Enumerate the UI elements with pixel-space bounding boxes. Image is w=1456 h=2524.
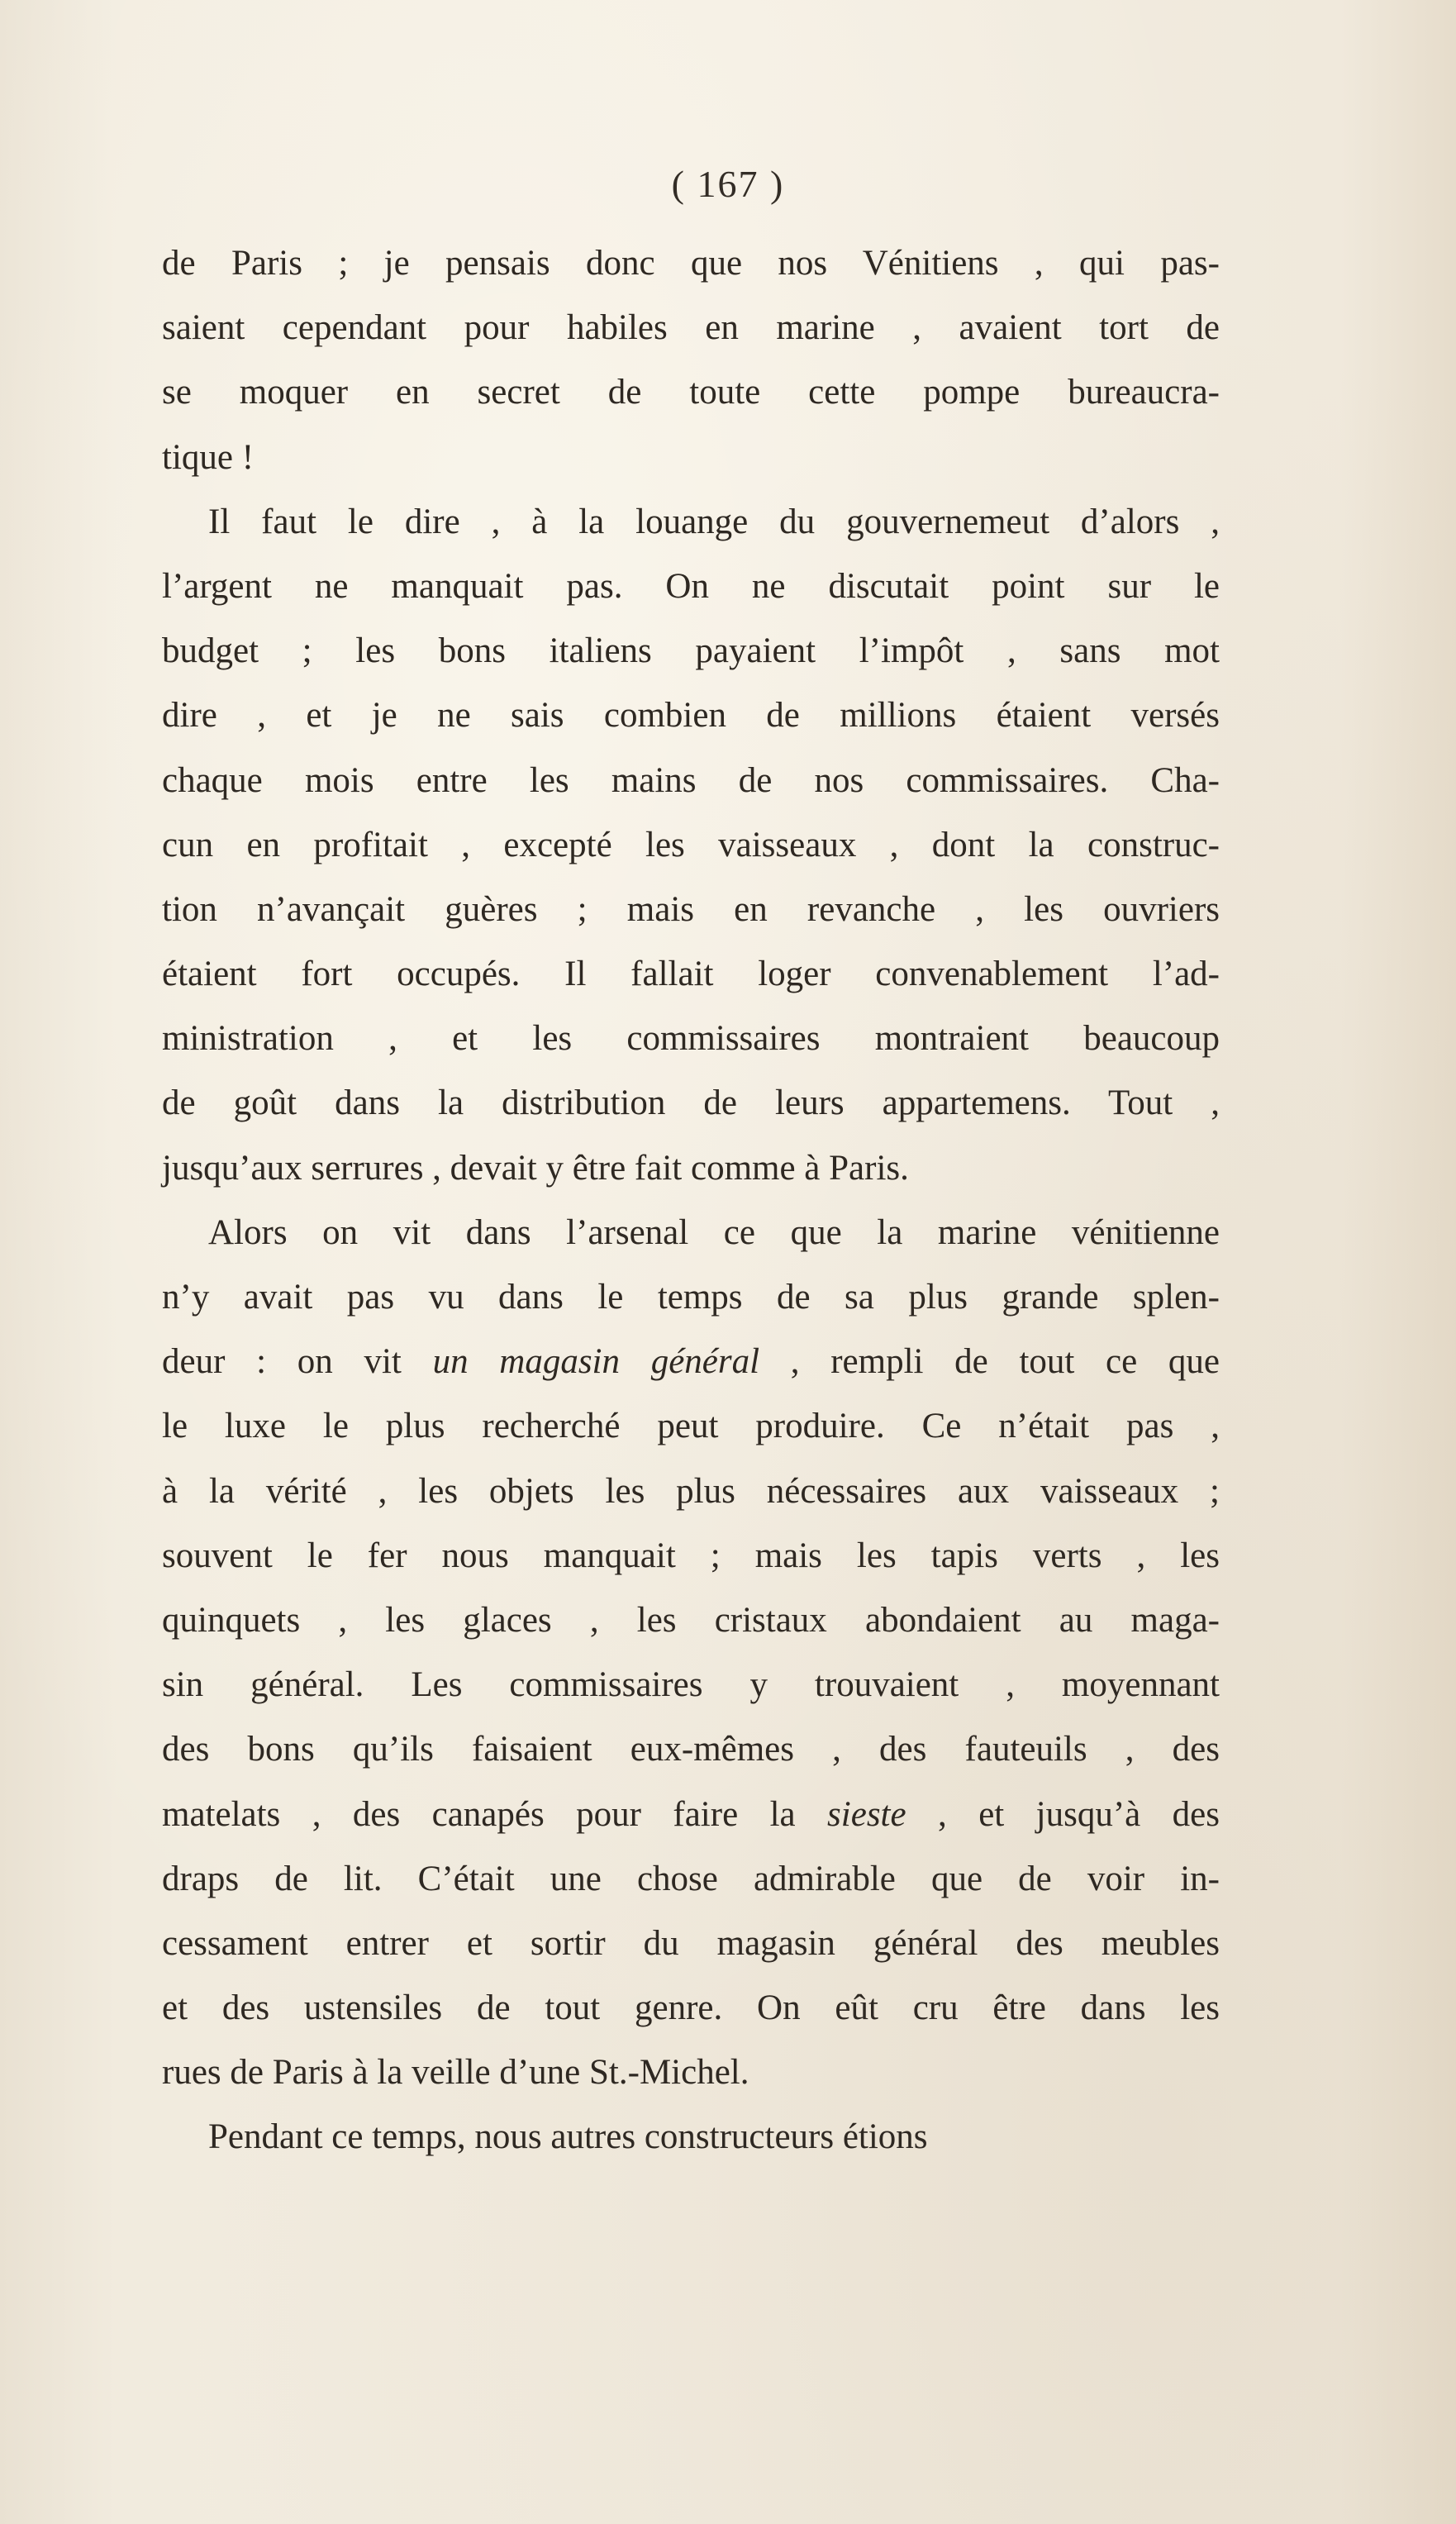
text-line xyxy=(162,1847,1220,1912)
text-segment: le luxe le plus recherché peut produire. Ce n’était pas , xyxy=(162,1407,1220,1446)
text-line xyxy=(162,1588,1220,1653)
text-line xyxy=(162,1265,1220,1330)
text-line xyxy=(162,1071,1220,1136)
text-line xyxy=(162,1007,1220,1071)
text-line xyxy=(162,813,1220,878)
text-segment: et des ustensiles de tout genre. On eût cru être dans les xyxy=(162,1988,1220,2028)
text-segment: se moquer en secret de toute cette pompe bureaucra- xyxy=(162,373,1220,412)
text-line xyxy=(162,878,1220,942)
text-line xyxy=(162,1201,1220,1265)
text-line xyxy=(162,1136,1220,1201)
text-line xyxy=(162,619,1220,683)
text-segment: tion n’avançait guères ; mais en revanche , les ouvriers xyxy=(162,889,1220,929)
text-line xyxy=(162,1394,1220,1459)
text-segment: cessament entrer et sortir du magasin général des meubles xyxy=(162,1923,1220,1963)
text-line xyxy=(162,555,1220,619)
text-line xyxy=(162,1717,1220,1782)
text-line xyxy=(162,1976,1220,2041)
text-line xyxy=(162,1783,1220,1847)
text-segment: budget ; les bons italiens payaient l’impôt , sans mot xyxy=(162,631,1220,671)
text-line xyxy=(162,749,1220,813)
text-line xyxy=(162,2041,1220,2105)
text-segment: dire , et je ne sais combien de millions étaient versés xyxy=(162,696,1220,736)
text-segment: tique ! xyxy=(162,437,255,477)
text-line xyxy=(162,360,1220,425)
text-segment: sin général. Les commissaires y trouvaient , moyennant xyxy=(162,1665,1220,1705)
text-segment: deur : on vit xyxy=(162,1342,433,1382)
body-text xyxy=(162,231,1220,2170)
text-segment: saient cependant pour habiles en marine , avaient tort de xyxy=(162,308,1220,348)
text-segment: , et jusqu’à des xyxy=(906,1794,1220,1834)
text-segment: draps de lit. C’était une chose admirable que de voir in- xyxy=(162,1859,1220,1898)
text-segment: quinquets , les glaces , les cristaux abondaient au maga- xyxy=(162,1600,1220,1640)
text-segment: Il faut le dire , à la louange du gouvernemeut d’alors , xyxy=(208,502,1220,541)
italic-text: un magasin général xyxy=(432,1342,760,1382)
text-line xyxy=(162,2105,1220,2169)
text-line xyxy=(162,231,1220,296)
text-line xyxy=(162,426,1220,490)
text-segment: souvent le fer nous manquait ; mais les tapis verts , les xyxy=(162,1536,1220,1575)
text-segment: de goût dans la distribution de leurs appartemens. Tout , xyxy=(162,1083,1220,1123)
page-number: ( 167 ) xyxy=(671,163,785,205)
text-line xyxy=(162,683,1220,748)
text-line xyxy=(162,296,1220,360)
text-segment: chaque mois entre les mains de nos commissaires. Cha- xyxy=(162,760,1220,800)
text-segment: des bons qu’ils faisaient eux-mêmes , des fauteuils , des xyxy=(162,1730,1220,1769)
text-line xyxy=(162,1524,1220,1588)
text-segment: jusqu’aux serrures , devait y être fait comme à Paris. xyxy=(162,1148,909,1188)
text-line xyxy=(162,1912,1220,1976)
italic-text: sieste xyxy=(827,1794,906,1834)
text-segment: ministration , et les commissaires montraient beaucoup xyxy=(162,1019,1220,1059)
text-line xyxy=(162,490,1220,555)
text-segment: étaient fort occupés. Il fallait loger convenablement l’ad- xyxy=(162,955,1220,994)
text-line xyxy=(162,942,1220,1007)
text-segment: n’y avait pas vu dans le temps de sa plus grande splen- xyxy=(162,1278,1220,1317)
text-segment: Alors on vit dans l’arsenal ce que la marine vénitienne xyxy=(208,1212,1220,1252)
text-segment: matelats , des canapés pour faire la xyxy=(162,1794,828,1834)
text-line xyxy=(162,1330,1220,1394)
text-segment: l’argent ne manquait pas. On ne discutait point sur le xyxy=(162,566,1220,606)
text-segment: , rempli de tout ce que xyxy=(759,1342,1220,1382)
text-segment: cun en profitait , excepté les vaisseaux , dont la construc- xyxy=(162,825,1220,864)
text-line xyxy=(162,1653,1220,1717)
text-segment: de Paris ; je pensais donc que nos Vénitiens , qui pas- xyxy=(162,244,1220,283)
text-segment: Pendant ce temps, nous autres constructeurs étions xyxy=(208,2117,928,2157)
text-segment: rues de Paris à la veille d’une St.-Michel. xyxy=(162,2053,749,2093)
text-line xyxy=(162,1460,1220,1524)
text-segment: à la vérité , les objets les plus nécessaires aux vaisseaux ; xyxy=(162,1471,1220,1511)
